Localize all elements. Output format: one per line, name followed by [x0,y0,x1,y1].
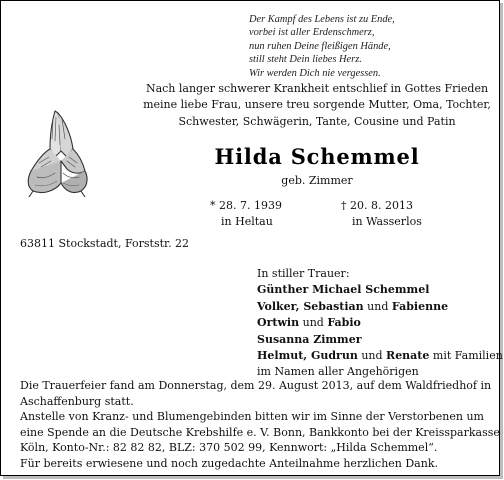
mourner-line: Ortwin und Fabio [257,316,361,330]
birth-place: in Heltau [221,215,273,229]
poem-line: nun ruhen Deine fleißigen Hände, [249,40,391,52]
death-info [341,198,422,231]
info-line: Für bereits erwiesene und noch zugedachte Anteilnahme herzlichen Dank. [20,456,438,470]
intro-line: Schwester, Schwägerin, Tante, Cousine und Patin [178,114,456,128]
info-line: Anstelle von Kranz- und Blumengebinden bitten wir im Sinne der Verstorbenen um [20,410,484,424]
info-line: Aschaffenburg statt. [20,394,134,408]
mourner-line: Susanna Zimmer [257,332,362,346]
death-date: † 20. 8. 2013 [341,199,413,212]
birth-date: * 28. 7. 1939 [210,199,282,212]
deceased-name: Hilda Schemmel [214,144,420,169]
mourner-line: Helmut, Gudrun und Renate mit Familien [257,349,503,363]
info-line: Köln, Konto-Nr.: 82 82 82, BLZ: 370 502 99, Kennwort: „Hilda Schemmel“. [20,441,438,455]
intro-line: Nach langer schwerer Krankheit entschlief in Gottes Frieden [145,82,489,95]
info-line: eine Spende an die Deutsche Krebshilfe e. V. Bonn, Bankkonto bei der Kreissparkasse [20,425,500,439]
praying-hands-icon [15,105,107,197]
mourners-heading: In stiller Trauer: [257,267,350,280]
mourners-list [257,266,503,381]
birth-info [210,198,282,231]
poem-line: vorbei ist aller Erdenschmerz, [249,27,375,39]
poem-line: Der Kampf des Lebens ist zu Ende, [249,14,395,25]
death-place: in Wasserlos [352,215,422,229]
mourner-line: im Namen aller Angehörigen [257,365,419,379]
info-line: Die Trauerfeier fand am Donnerstag, dem 29. August 2013, auf dem Waldfriedhof in [20,379,492,392]
mourner-line: Günther Michael Schemmel [257,283,430,297]
intro-line: meine liebe Frau, unsere treu sorgende Mutter, Oma, Tochter, [143,98,491,112]
funeral-info [20,378,500,472]
mourner-line: Volker, Sebastian und Fabienne [257,299,449,313]
poem-line: Wir werden Dich nie vergessen. [249,67,381,79]
poem-line: still steht Dein liebes Herz. [249,54,362,66]
poem [249,13,489,80]
address: 63811 Stockstadt, Forststr. 22 [20,237,190,250]
birth-name: geb. Zimmer [281,174,353,187]
intro-text [141,81,493,130]
